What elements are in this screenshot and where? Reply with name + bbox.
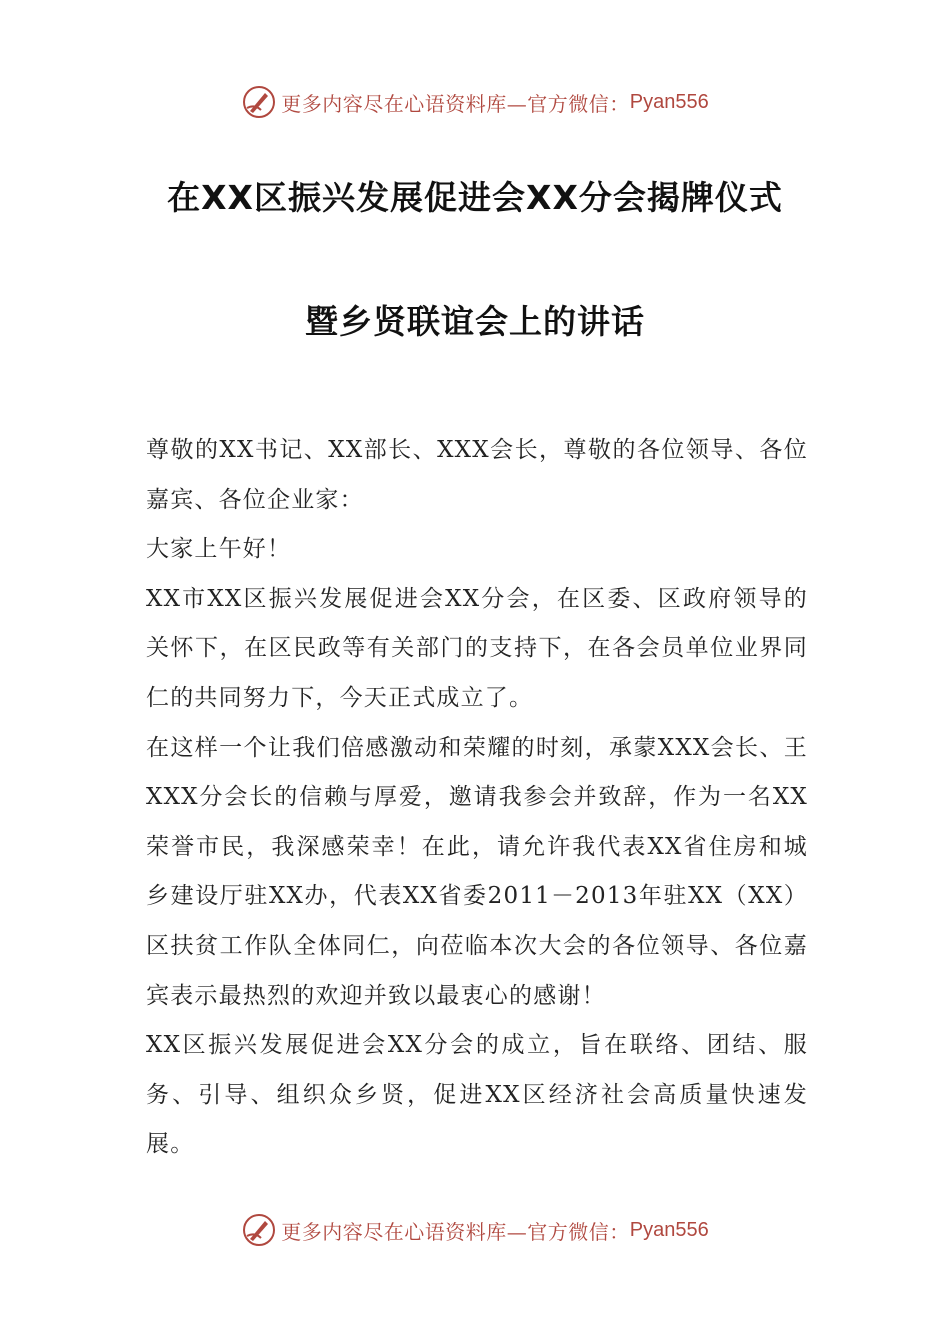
document-title-line-1: 在XX区振兴发展促进会XX分会揭牌仪式 <box>167 178 783 217</box>
paragraph-founding: XX市XX区振兴发展促进会XX分会，在区委、区政府领导的关怀下，在区民政等有关部门的支持下，在各会员单位业界同仁的共同努力下，今天正式成立了。 <box>146 585 808 711</box>
paragraph-greeting: 大家上午好！ <box>146 536 292 563</box>
quill-logo-icon <box>241 84 277 120</box>
paragraph-purpose: XX区振兴发展促进会XX分会的成立，旨在联络、团结、服务、引导、组织众乡贤，促进XX区经济社会高质量快速发展。 <box>146 1032 808 1158</box>
paragraph-thanks: 在这样一个让我们倍感激动和荣耀的时刻，承蒙XXX会长、王XXX分会长的信赖与厚爱，邀请我参会并致辞，作为一名XX荣誉市民，我深感荣幸！在此，请允许我代表XX省住房和城乡建设厅驻XX办，代表XX省委2011－2013年驻XX（XX）区扶贫工作队全体同仁，向莅临本次大会的各位领导、各位嘉宾表示最热烈的欢迎并致以最衷心的感谢！ <box>146 734 808 1009</box>
document-title-line-2: 暨乡贤联谊会上的讲话 <box>305 302 645 341</box>
quill-logo-icon <box>241 1212 277 1248</box>
speech-body <box>146 426 808 1170</box>
watermark-footer <box>0 1210 950 1250</box>
watermark-text: 更多内容尽在心语资料库—官方微信： <box>281 1219 630 1244</box>
watermark-handle: Pyan556 <box>629 90 709 113</box>
watermark-header <box>0 82 950 122</box>
watermark-handle: Pyan556 <box>629 1218 709 1241</box>
watermark-text: 更多内容尽在心语资料库—官方微信： <box>281 91 630 116</box>
paragraph-salutation: 尊敬的XX书记、XX部长、XXX会长，尊敬的各位领导、各位嘉宾、各位企业家： <box>146 437 808 513</box>
